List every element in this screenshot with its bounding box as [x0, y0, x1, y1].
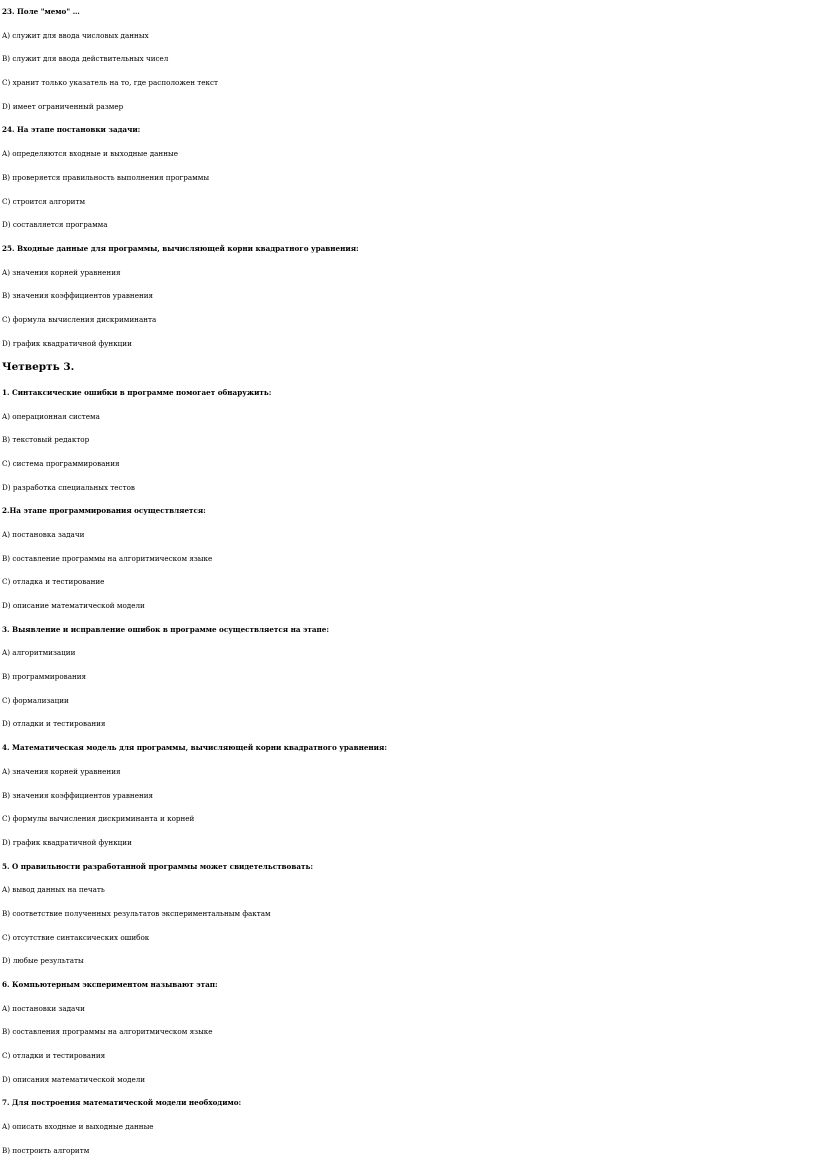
option-4-b: B) значения коэффициентов уравнения	[2, 790, 154, 800]
question-24: 24. На этапе постановки задачи:	[2, 125, 141, 135]
option-4-d: D) график квадратичной функции	[2, 837, 132, 847]
option-25-b: B) значения коэффициентов уравнения	[2, 291, 154, 301]
option-1-d: D) разработка специальных тестов	[2, 482, 135, 492]
question-6: 6. Компьютерным экспериментом называют этап:	[2, 980, 218, 989]
option-6-c: C) отладки и тестирования	[2, 1051, 106, 1061]
option-6-a: A) постановки задачи	[2, 1003, 85, 1013]
question-4: 4. Математическая модель для программы, вычисляющей корни квадратного уравнения:	[2, 743, 387, 753]
option-23-b: B) служит для ввода действительных чисел	[2, 54, 169, 64]
option-23-c: C) хранит только указатель на то, где расположен текст	[2, 78, 219, 88]
option-3-a: A) алгоритмизации	[2, 648, 76, 658]
option-3-b: B) программирования	[2, 672, 87, 682]
option-25-d: D) график квадратичной функции	[2, 338, 132, 348]
option-7-b: B) построить алгоритм	[2, 1145, 90, 1155]
option-2-b: B) составление программы на алгоритмическом языке	[2, 553, 213, 563]
option-24-a: A) определяются входные и выходные данные	[2, 149, 178, 159]
option-25-c: C) формула вычисления дискриминанта	[2, 314, 157, 324]
option-24-d: D) составляется программа	[2, 220, 108, 230]
option-6-b: B) составления программы на алгоритмическом языке	[2, 1027, 213, 1037]
option-4-c: C) формулы вычисления дискриминанта и корней	[2, 814, 195, 824]
question-23: 23. Поле "мемо" …	[2, 7, 80, 16]
option-1-c: C) система программирования	[2, 458, 120, 468]
option-24-b: B) проверяется правильность выполнения программы	[2, 172, 210, 182]
section-heading-quarter-3: Четверть 3.	[2, 361, 75, 374]
option-2-c: C) отладка и тестирование	[2, 577, 105, 587]
option-5-b: B) соответствие полученных результатов экспериментальным фактам	[2, 908, 271, 918]
option-5-d: D) любые результаты	[2, 956, 84, 966]
question-3: 3. Выявление и исправление ошибок в программе осуществляется на этапе:	[2, 624, 329, 634]
option-6-d: D) описания математической модели	[2, 1074, 146, 1084]
option-5-c: C) отсутствие синтаксических ошибок	[2, 932, 150, 942]
question-25: 25. Входные данные для программы, вычисляющей корни квадратного уравнения:	[2, 243, 359, 253]
option-3-d: D) отладки и тестирования	[2, 719, 106, 729]
option-5-a: A) вывод данных на печать	[2, 885, 105, 895]
question-7: 7. Для построения математической модели необходимо:	[2, 1098, 242, 1108]
option-24-c: C) строится алгоритм	[2, 196, 86, 206]
option-23-a: A) служит для ввода числовых данных	[2, 30, 149, 40]
option-4-a: A) значения корней уравнения	[2, 766, 121, 776]
question-2: 2.На этапе программирования осуществляется:	[2, 506, 206, 516]
option-3-c: C) формализации	[2, 695, 69, 705]
option-2-a: A) постановка задачи	[2, 529, 85, 539]
question-5: 5. О правильности разработанной программы может свидетельствовать:	[2, 861, 313, 871]
option-23-d: D) имеет ограниченный размер	[2, 101, 124, 111]
question-1: 1. Синтаксические ошибки в программе помогает обнаружить:	[2, 387, 272, 397]
option-25-a: A) значения корней уравнения	[2, 267, 121, 277]
option-2-d: D) описание математической модели	[2, 601, 145, 610]
option-1-b: B) текстовый редактор	[2, 435, 90, 445]
option-7-a: A) описать входные и выходные данные	[2, 1122, 154, 1132]
option-1-a: A) операционная система	[2, 411, 100, 421]
